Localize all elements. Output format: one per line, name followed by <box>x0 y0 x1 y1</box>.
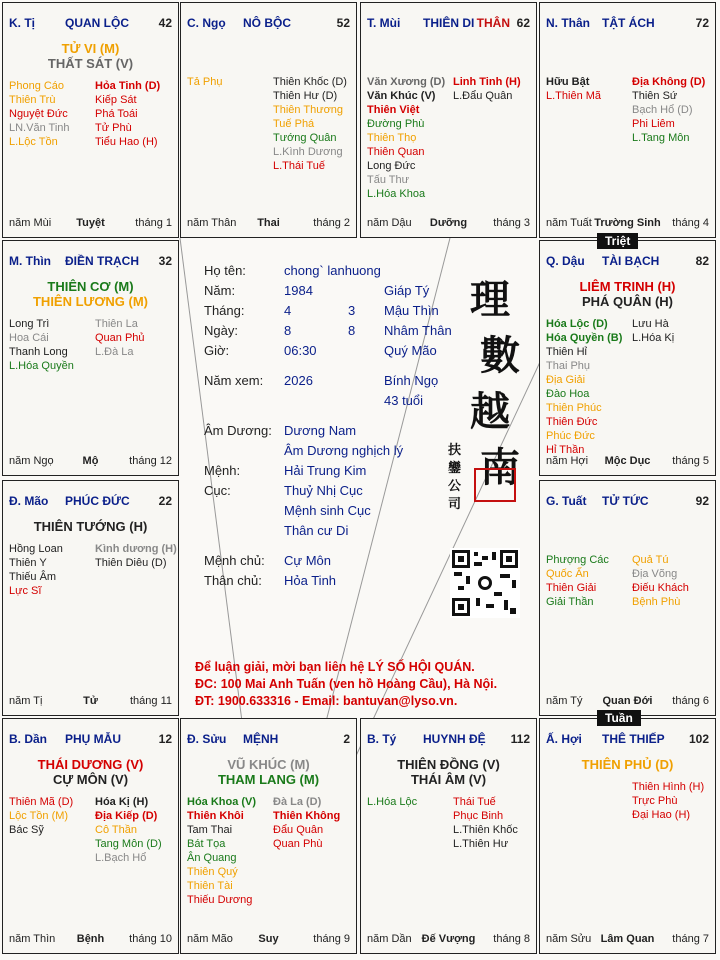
minor-star: Phá Toái <box>95 108 138 120</box>
main-star: THÁI DƯƠNG (V) <box>37 757 144 772</box>
calligraphy-char: 理 <box>470 276 510 323</box>
right-stars <box>95 79 160 149</box>
palace-name: QUAN LỘC <box>65 16 129 30</box>
palace-header <box>367 16 530 32</box>
palace-footer <box>546 217 709 231</box>
palace-footer <box>546 455 709 469</box>
minor-star: Hỉ Thần <box>546 444 585 456</box>
calligraphy-char: 南 <box>480 444 520 491</box>
info-label: Mệnh chủ: <box>204 553 265 568</box>
minor-star: Thái Tuế <box>453 796 496 808</box>
minor-star: Thiên Mã (D) <box>9 796 74 808</box>
palace-cell <box>2 240 179 476</box>
minor-star: Hồng Loan <box>9 543 63 555</box>
minor-star: Thiên Giải <box>546 582 597 594</box>
palace-age: 32 <box>158 254 172 268</box>
footer-year: năm Hợi <box>546 455 589 467</box>
info-value: Nhâm Thân <box>384 323 452 338</box>
info-label: Mệnh: <box>204 463 241 478</box>
right-stars <box>95 795 162 865</box>
left-stars <box>546 317 622 457</box>
minor-star: Lộc Tồn (M) <box>9 810 69 822</box>
minor-star: Tiểu Hao (H) <box>95 136 158 148</box>
minor-star: Hỏa Tinh (D) <box>95 80 161 92</box>
footer-month: tháng 12 <box>129 455 172 467</box>
palace-name: THÊ THIẾP <box>602 732 665 746</box>
minor-star: Tang Môn (D) <box>95 838 162 850</box>
minor-star: Thiên Hỉ <box>546 346 587 358</box>
minor-star: Thiên Tài <box>187 880 233 892</box>
palace-header <box>9 494 172 510</box>
minor-star: Đường Phù <box>367 118 425 130</box>
palace-header <box>546 254 709 270</box>
palace-header <box>9 254 172 270</box>
info-value: Mậu Thìn <box>384 303 439 318</box>
minor-star: Địa Kiếp (D) <box>95 810 158 822</box>
right-stars <box>632 75 705 145</box>
info-value: Mệnh sinh Cục <box>284 503 371 518</box>
minor-star: Địa Không (D) <box>632 76 706 88</box>
minor-star: Đại Hao (H) <box>632 809 691 821</box>
footer-month: tháng 4 <box>672 217 709 229</box>
triet-tag: Triệt <box>597 233 638 249</box>
minor-star: Tướng Quân <box>273 132 337 144</box>
minor-star: Thiếu Âm <box>9 571 57 583</box>
footer-stage: Lâm Quan <box>600 933 655 945</box>
info-value: chong` lanhuong <box>284 263 381 278</box>
info-value: Âm Dương nghịch lý <box>284 443 404 458</box>
seal-side-char: 司 <box>448 497 462 512</box>
footer-month: tháng 10 <box>129 933 172 945</box>
palace-age: 72 <box>695 16 709 30</box>
palace-footer <box>546 695 709 709</box>
minor-star: Quan Phủ <box>95 332 145 344</box>
right-stars <box>273 795 340 851</box>
palace-cell <box>360 718 537 954</box>
minor-star: Phong Cáo <box>9 80 65 92</box>
minor-star: Tấu Thư <box>367 174 410 186</box>
palace-age: 2 <box>343 732 350 746</box>
main-star: THIÊN LƯƠNG (M) <box>32 294 149 309</box>
minor-star: Thiên Quý <box>187 866 238 878</box>
minor-star: Thiên Sứ <box>632 90 678 102</box>
main-star: THIÊN TƯỚNG (H) <box>33 519 148 534</box>
footer-year: năm Ngọ <box>9 455 54 467</box>
minor-star: Tuế Phá <box>273 118 315 130</box>
minor-star: Thiên Không <box>273 810 341 822</box>
main-star: THẤT SÁT (V) <box>47 56 134 71</box>
minor-star: L.Hóa Quyền <box>9 360 74 372</box>
footer-year: năm Thân <box>187 217 237 229</box>
minor-star: Thiên La <box>95 318 138 330</box>
minor-star: Thiên Quan <box>367 146 425 158</box>
seal-side-char: 扶 <box>448 443 462 458</box>
palace-name: PHÚC ĐỨC <box>65 494 130 508</box>
minor-star: Địa Võng <box>632 568 678 580</box>
palace-age: 112 <box>510 732 530 746</box>
minor-star: L.Hóa Lộc <box>367 796 418 808</box>
minor-star: Đà La (D) <box>273 796 322 808</box>
minor-star: Tả Phụ <box>187 76 223 88</box>
minor-star: Thiên Thương <box>273 104 344 116</box>
minor-star: Thiên Diêu (D) <box>95 557 167 569</box>
footer-year: năm Mão <box>187 933 233 945</box>
palace-cell <box>539 240 716 476</box>
left-stars <box>9 317 74 373</box>
palace-cell <box>180 2 357 238</box>
left-stars <box>367 75 445 201</box>
minor-star: Hoa Cái <box>9 332 49 344</box>
minor-star: Trực Phù <box>632 795 678 807</box>
palace-cell <box>2 718 179 954</box>
minor-star: Thiên Trù <box>9 94 56 106</box>
info-value: Hải Trung Kim <box>284 463 367 478</box>
right-stars <box>95 542 177 570</box>
footer-month: tháng 8 <box>493 933 530 945</box>
minor-star: L.Thái Tuế <box>273 160 325 172</box>
minor-star: Hóa Kị (H) <box>95 796 149 808</box>
info-value: 1984 <box>284 283 313 298</box>
calligraphy-char: 數 <box>480 332 520 379</box>
info-value: Dương Nam <box>284 423 357 438</box>
info-value: Quý Mão <box>384 343 437 358</box>
palace-cell <box>2 480 179 716</box>
main-star: PHÁ QUÂN (H) <box>582 294 673 309</box>
left-stars <box>367 795 417 809</box>
footer-month: tháng 2 <box>313 217 350 229</box>
minor-star: Quả Tú <box>632 554 669 566</box>
qr-code <box>450 548 520 618</box>
palace-branch: T. Mùi <box>367 16 401 30</box>
palace-name: NÔ BỘC <box>243 16 291 30</box>
footer-month: tháng 5 <box>672 455 709 467</box>
minor-star: Phi Liêm <box>632 118 675 130</box>
minor-star: Kình dương (H) <box>95 543 177 555</box>
minor-star: Hóa Quyền (B) <box>546 332 623 344</box>
palace-age: 102 <box>688 732 709 746</box>
minor-star: L.Đẩu Quân <box>453 90 513 102</box>
palace-footer <box>9 933 172 947</box>
footer-year: năm Dậu <box>367 217 412 229</box>
palace-footer <box>9 455 172 469</box>
footer-stage: Mộc Dục <box>604 455 651 467</box>
footer-stage: Mộ <box>82 455 99 467</box>
palace-name: TỬ TỨC <box>602 494 649 508</box>
minor-star: Thiên Phúc <box>546 402 602 414</box>
footer-year: năm Thìn <box>9 933 56 945</box>
calligraphy-char: 越 <box>470 388 510 435</box>
palace-header <box>187 16 350 32</box>
right-stars <box>453 75 521 103</box>
main-star: THIÊN CƠ (M) <box>47 279 134 294</box>
palace-age: 22 <box>158 494 172 508</box>
minor-star: Thiên Hư (D) <box>273 90 338 102</box>
palace-footer <box>187 217 350 231</box>
footer-stage: Trường Sinh <box>594 217 661 229</box>
palace-branch: N. Thân <box>546 16 590 30</box>
minor-star: L.Thiên Mã <box>546 90 602 102</box>
palace-header <box>187 732 350 748</box>
main-star: THIÊN PHỦ (D) <box>581 757 674 772</box>
minor-star: Linh Tinh (H) <box>453 76 521 88</box>
minor-star: Thiếu Dương <box>187 894 253 906</box>
palace-branch: M. Thìn <box>9 254 51 268</box>
footer-stage: Tử <box>83 695 98 707</box>
minor-star: Thiên Y <box>9 557 47 569</box>
minor-star: Hữu Bật <box>546 76 590 88</box>
minor-star: Thiên Khôi <box>187 810 244 822</box>
right-stars <box>632 317 674 345</box>
tuan-tag: Tuần <box>597 710 641 726</box>
minor-star: Bác Sỹ <box>9 824 44 836</box>
palace-age: 52 <box>336 16 350 30</box>
contact-note: ĐC: 100 Mai Anh Tuấn (ven hồ Hoàng Cầu), Hà Nội. <box>195 677 498 691</box>
minor-star: Bát Tọa <box>187 838 226 850</box>
minor-star: Long Đức <box>367 160 416 172</box>
minor-star: Thiên Khốc (D) <box>273 76 347 88</box>
palace-cell <box>539 2 716 238</box>
footer-year: năm Mùi <box>9 217 52 229</box>
minor-star: Địa Giải <box>546 374 586 386</box>
info-label: Ngày: <box>204 323 238 338</box>
main-star: CỰ MÔN (V) <box>52 772 129 787</box>
info-value: 43 tuổi <box>384 393 424 408</box>
minor-star: Kiếp Sát <box>95 94 137 106</box>
main-star: THÁI ÂM (V) <box>410 772 487 787</box>
left-stars <box>9 795 73 837</box>
minor-star: Văn Xương (D) <box>367 76 446 88</box>
info-value: Bính Ngọ <box>384 373 439 388</box>
palace-header <box>367 732 530 748</box>
palace-header <box>546 494 709 510</box>
palace-header <box>546 16 709 32</box>
info-label: Năm: <box>204 283 236 298</box>
minor-star: Hóa Lộc (D) <box>546 318 608 330</box>
info-label: Giờ: <box>204 343 230 358</box>
footer-stage: Đế Vượng <box>421 933 476 945</box>
contact-note: ĐT: 1900.633316 - Email: bantuvan@lyso.vn. <box>195 694 458 708</box>
main-star: TỬ VI (M) <box>61 41 120 56</box>
than-marker: THÂN <box>476 16 510 30</box>
minor-star: Lưu Hà <box>632 318 669 330</box>
minor-star: Thiên Việt <box>367 104 420 116</box>
palace-branch: B. Dần <box>9 732 48 746</box>
palace-footer <box>9 695 172 709</box>
main-star: THIÊN ĐỒNG (V) <box>397 757 500 772</box>
footer-stage: Quan Đới <box>602 695 653 707</box>
right-stars <box>632 780 704 822</box>
info-value: Hỏa Tinh <box>284 573 337 588</box>
info-label: Thân chủ: <box>204 573 262 588</box>
contact-note: Để luận giải, mời bạn liên hệ LÝ SỐ HỘI QUÁN. <box>195 660 475 674</box>
info-value: Giáp Tý <box>384 283 430 298</box>
palace-cell <box>360 2 537 238</box>
info-value: 06:30 <box>284 343 317 358</box>
footer-stage: Tuyệt <box>76 217 105 229</box>
footer-month: tháng 7 <box>672 933 709 945</box>
minor-star: Phúc Đức <box>546 430 595 442</box>
palace-header <box>9 16 172 32</box>
footer-stage: Dưỡng <box>429 217 468 229</box>
minor-star: L.Tang Môn <box>632 132 690 144</box>
info-value: 3 <box>348 303 356 318</box>
info-value: 4 <box>284 303 292 318</box>
minor-star: Lực Sĩ <box>9 585 42 597</box>
left-stars <box>187 75 222 89</box>
minor-star: Nguyệt Đức <box>9 108 68 120</box>
palace-branch: Đ. Mão <box>9 494 49 508</box>
palace-header <box>9 732 172 748</box>
minor-star: Đẩu Quân <box>273 824 324 836</box>
minor-star: Cô Thần <box>95 824 137 836</box>
minor-star: Giải Thần <box>546 596 594 608</box>
minor-star: Quốc Ấn <box>546 568 589 580</box>
minor-star: Long Trì <box>9 318 50 330</box>
minor-star: LN.Văn Tinh <box>9 122 70 134</box>
footer-stage: Bệnh <box>76 933 105 945</box>
minor-star: Thiên Hình (H) <box>632 781 705 793</box>
minor-star: L.Kình Dương <box>273 146 343 158</box>
minor-star: Điếu Khách <box>632 582 689 594</box>
palace-footer <box>9 217 172 231</box>
footer-year: năm Dần <box>367 933 412 945</box>
info-label: Họ tên: <box>204 263 246 278</box>
footer-month: tháng 9 <box>313 933 350 945</box>
palace-name: MỆNH <box>243 732 279 746</box>
left-stars <box>546 553 609 609</box>
palace-cell <box>539 718 716 954</box>
main-star: LIÊM TRINH (H) <box>579 279 676 294</box>
left-stars <box>9 79 70 149</box>
palace-name: TÀI BẠCH <box>602 254 660 268</box>
minor-star: Ân Quang <box>187 852 237 864</box>
minor-star: Tử Phù <box>95 122 132 134</box>
minor-star: Đào Hoa <box>546 388 590 400</box>
footer-year: năm Tý <box>546 695 583 707</box>
minor-star: Quan Phù <box>273 838 323 850</box>
info-value: Cự Môn <box>284 553 331 568</box>
right-stars <box>453 795 518 851</box>
palace-cell <box>539 480 716 716</box>
palace-footer <box>546 933 709 947</box>
palace-footer <box>367 933 530 947</box>
minor-star: Bạch Hổ (D) <box>632 104 693 116</box>
palace-branch: Đ. Sửu <box>187 732 227 746</box>
minor-star: Hóa Khoa (V) <box>187 796 257 808</box>
info-value: 8 <box>348 323 356 338</box>
palace-cell <box>2 2 179 238</box>
footer-month: tháng 6 <box>672 695 709 707</box>
info-label: Năm xem: <box>204 373 264 388</box>
palace-age: 82 <box>695 254 709 268</box>
right-stars <box>95 317 145 359</box>
palace-name: THIÊN DI <box>423 16 475 30</box>
minor-star: L.Thiên Hư <box>453 838 509 850</box>
palace-name: ĐIỀN TRẠCH <box>65 254 139 268</box>
palace-header <box>546 732 709 748</box>
minor-star: Văn Khúc (V) <box>367 90 436 102</box>
footer-stage: Thai <box>257 217 280 229</box>
palace-branch: K. Tị <box>9 16 35 30</box>
minor-star: L.Đà La <box>95 346 134 358</box>
palace-age: 42 <box>158 16 172 30</box>
palace-name: TẬT ÁCH <box>602 16 655 30</box>
minor-star: Tam Thai <box>187 824 233 836</box>
info-label: Âm Dương: <box>204 423 272 438</box>
right-stars <box>273 75 347 173</box>
left-stars <box>9 542 63 598</box>
palace-age: 62 <box>516 16 530 30</box>
minor-star: L.Lộc Tồn <box>9 136 58 148</box>
main-star: VŨ KHÚC (M) <box>227 757 310 772</box>
info-value: Thuỷ Nhị Cục <box>284 483 363 498</box>
footer-year: năm Sửu <box>546 933 592 945</box>
palace-footer <box>187 933 350 947</box>
palace-branch: Q. Dậu <box>546 254 585 268</box>
left-stars <box>187 795 256 907</box>
palace-branch: C. Ngọ <box>187 16 226 30</box>
footer-month: tháng 11 <box>129 695 172 707</box>
center-info <box>180 242 538 718</box>
footer-month: tháng 1 <box>135 217 172 229</box>
seal-side-char: 鑾 <box>448 461 462 476</box>
footer-year: năm Tuất <box>546 217 592 229</box>
palace-age: 12 <box>158 732 172 746</box>
minor-star: Thiên Thọ <box>367 132 417 144</box>
minor-star: Thanh Long <box>9 346 68 358</box>
palace-name: PHỤ MẪU <box>65 732 121 746</box>
minor-star: Thiên Đức <box>546 416 598 428</box>
left-stars <box>546 75 601 103</box>
info-value: Thân cư Di <box>284 523 349 538</box>
right-stars <box>632 553 689 609</box>
minor-star: Bệnh Phù <box>632 596 681 608</box>
minor-star: L.Thiên Khốc <box>453 824 518 836</box>
info-label: Tháng: <box>204 303 245 318</box>
info-value: 8 <box>284 323 292 338</box>
palace-cell <box>180 718 357 954</box>
palace-name: HUYNH ĐỆ <box>423 732 486 746</box>
palace-footer <box>367 217 530 231</box>
minor-star: L.Hóa Kị <box>632 332 675 344</box>
minor-star: Phượng Các <box>546 554 609 566</box>
minor-star: Thai Phụ <box>546 360 591 372</box>
red-seal <box>474 468 516 502</box>
footer-year: năm Tị <box>9 695 43 707</box>
palace-age: 92 <box>695 494 709 508</box>
minor-star: L.Bạch Hổ <box>95 852 147 864</box>
palace-branch: G. Tuất <box>546 494 587 508</box>
footer-stage: Suy <box>258 933 279 945</box>
info-value: 2026 <box>284 373 313 388</box>
footer-month: tháng 3 <box>493 217 530 229</box>
seal-side-char: 公 <box>448 479 462 494</box>
palace-branch: Ấ. Hợi <box>546 732 582 746</box>
palace-branch: B. Tý <box>367 732 397 746</box>
minor-star: Phục Binh <box>453 810 504 822</box>
info-label: Cục: <box>204 483 231 498</box>
minor-star: L.Hóa Khoa <box>367 188 426 200</box>
main-star: THAM LANG (M) <box>217 772 320 787</box>
